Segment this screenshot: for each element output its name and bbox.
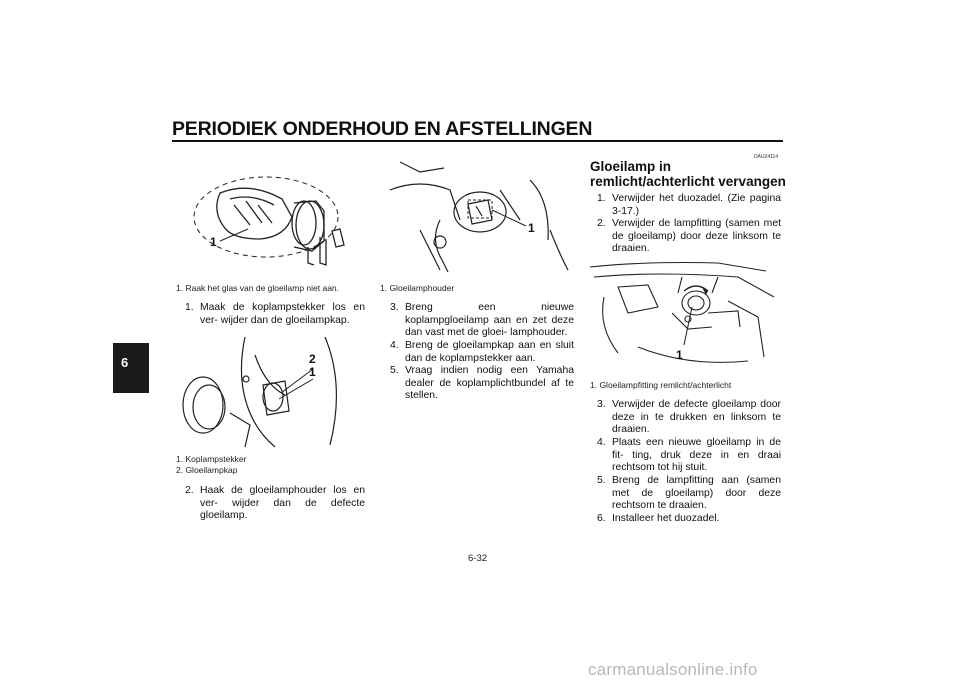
- section-code: DAU24114: [754, 154, 779, 160]
- step-number: 5.: [597, 475, 606, 486]
- fig2-caption-1: 1. Koplampstekker: [176, 454, 247, 464]
- step-text: Vraag indien nodig een Yamaha dealer de koplamplichtbundel af te stellen.: [405, 365, 574, 402]
- title-rule: [172, 140, 783, 142]
- step-c2: [597, 218, 781, 256]
- fig3-caption: 1. Gloeilamphouder: [380, 283, 455, 293]
- step-number: 4.: [597, 437, 606, 448]
- step-text: Installeer het duozadel.: [612, 513, 720, 524]
- step-number: 5.: [390, 365, 399, 376]
- figure-bulb: [190, 165, 360, 277]
- step-text: Verwijder het duozadel. (Zie pagina 3-17.): [612, 193, 781, 217]
- step-5: [390, 365, 574, 403]
- step-text: Breng een nieuwe koplampgloeilamp aan en zet deze dan vast met de gloei- lamphouder.: [405, 302, 574, 339]
- fig4-callout: 1: [676, 348, 683, 362]
- step-number: 2.: [597, 218, 606, 229]
- step-text: Plaats een nieuwe gloeilamp in de fit- ting, druk deze in en draai rechtsom tot hij stuit.: [612, 437, 781, 474]
- step-c5: [597, 475, 781, 513]
- step-number: 3.: [390, 302, 399, 313]
- fig2-callout-2: 2: [309, 352, 316, 366]
- page-title: PERIODIEK ONDERHOUD EN AFSTELLINGEN: [172, 118, 593, 140]
- step-c6: [597, 513, 781, 526]
- step-c3: [597, 399, 781, 437]
- fig4-caption: 1. Gloeilampfitting remlicht/achterlicht: [590, 380, 732, 390]
- step-text: Haak de gloeilamphouder los en ver- wijder dan de defecte gloeilamp.: [200, 485, 365, 522]
- step-text: Verwijder de defecte gloeilamp door deze in te drukken en linksom te draaien.: [612, 399, 781, 436]
- step-text: Verwijder de lampfitting (samen met de gloeilamp) door deze linksom te draaien.: [612, 218, 781, 255]
- fig3-callout: 1: [528, 221, 535, 235]
- step-number: 2.: [185, 485, 194, 496]
- watermark: carmanualsonline.info: [588, 660, 758, 679]
- fig1-caption: 1. Raak het glas van de gloeilamp niet aan.: [176, 283, 340, 293]
- step-1: [185, 302, 365, 327]
- step-number: 3.: [597, 399, 606, 410]
- step-3: [390, 302, 574, 340]
- page-number: 6-32: [468, 553, 488, 564]
- step-4: [390, 340, 574, 365]
- figure-taillight-socket: [588, 257, 783, 375]
- step-number: 6.: [597, 513, 606, 524]
- fig2-callout-1: 1: [309, 365, 316, 379]
- section-tab-number: 6: [121, 355, 129, 370]
- step-text: Breng de lampfitting aan (samen met de gloeilamp) door deze rechtsom te draaien.: [612, 475, 781, 512]
- step-c1: [597, 193, 781, 218]
- step-2: [185, 485, 365, 523]
- step-number: 1.: [597, 193, 606, 204]
- section-heading: Gloeilamp in remlicht/achterlicht vervangen: [590, 159, 786, 189]
- figure-bulb-holder: [380, 160, 575, 277]
- step-number: 1.: [185, 302, 194, 313]
- figure-headlight-back: [175, 335, 365, 450]
- fig1-callout: 1: [210, 235, 217, 249]
- step-number: 4.: [390, 340, 399, 351]
- fig2-caption-2: 2. Gloeilampkap: [176, 465, 238, 475]
- step-text: Breng de gloeilampkap aan en sluit dan de koplampstekker aan.: [405, 340, 574, 364]
- section-tab: [113, 343, 149, 393]
- step-text: Maak de koplampstekker los en ver- wijder dan de gloeilampkap.: [200, 302, 365, 326]
- step-c4: [597, 437, 781, 475]
